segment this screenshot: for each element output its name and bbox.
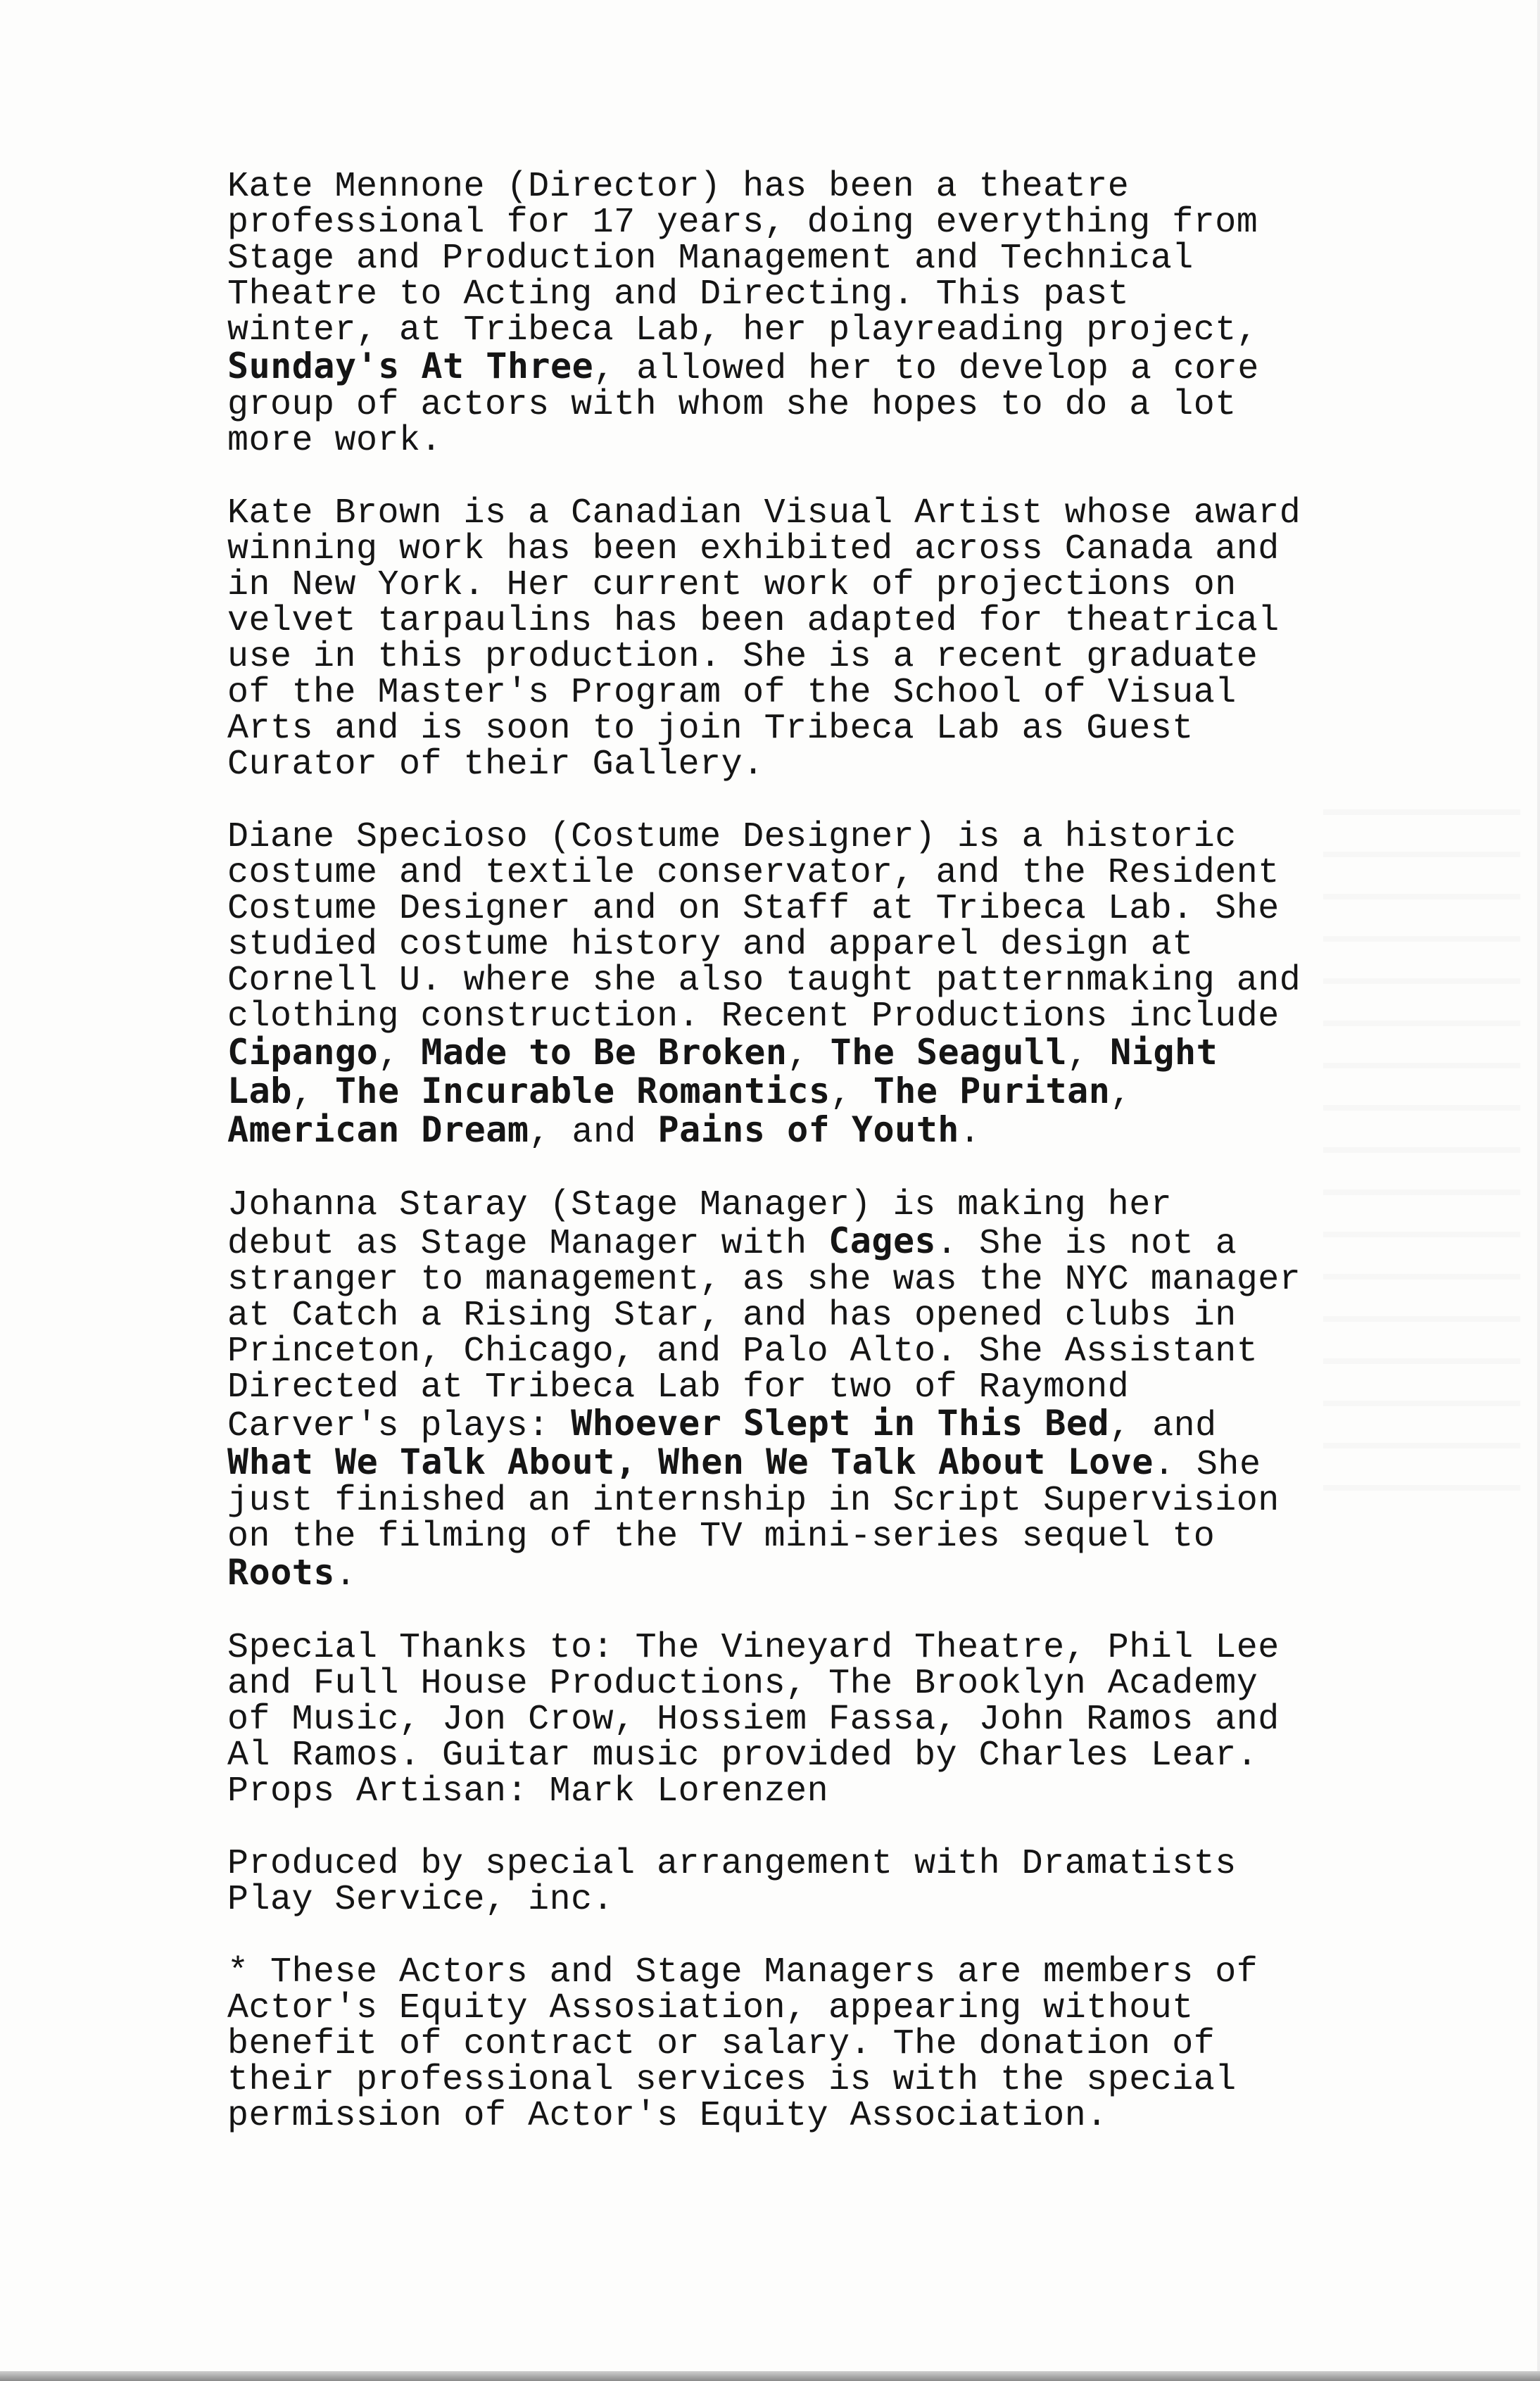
bold-title: What We Talk About, When We Talk About Love bbox=[227, 1441, 1154, 1482]
text-run: , and bbox=[529, 1113, 658, 1153]
text-run: Special Thanks to: The Vineyard Theatre, Phil Lee and Full House Productions, The Brooklyn Academy of Music, Jon Crow, Hossiem Fassa, John Ramos and Al Ramos. Guitar music provided by Charles Lear. Props Artisan: Mark Lorenzen bbox=[227, 1628, 1280, 1812]
text-run: , bbox=[378, 1035, 422, 1075]
bio-kate-mennone bbox=[227, 169, 1353, 459]
bold-title: The Seagull bbox=[830, 1032, 1068, 1073]
text-run: Johanna Staray (Stage Manager) is making her debut as Stage Manager with bbox=[227, 1185, 1173, 1264]
bold-title: Roots bbox=[227, 1552, 336, 1593]
text-run: . She just finished an internship in Script Supervision on the filming of the TV mini-series sequel to bbox=[227, 1445, 1280, 1557]
bold-title: Cages bbox=[828, 1220, 937, 1261]
bold-title: The Puritan bbox=[873, 1070, 1111, 1111]
page-right-edge bbox=[1537, 0, 1540, 2381]
text-run: , allowed her to develop a core group of actors with whom she hopes to do a lot more work. bbox=[227, 349, 1259, 461]
production-credit bbox=[227, 1846, 1353, 1918]
text-run: , bbox=[1067, 1035, 1111, 1075]
bio-kate-brown bbox=[227, 495, 1353, 783]
bold-title: Night Lab bbox=[227, 1032, 1218, 1111]
special-thanks bbox=[227, 1630, 1353, 1810]
text-run: * These Actors and Stage Managers are members of Actor's Equity Assosiation, appearing without benefit of contract or salary. The donation of their professional services is with the special permission of Actor's Equity Association. bbox=[227, 1952, 1258, 2136]
text-run: Kate Mennone (Director) has been a theatre professional for 17 years, doing everything from Stage and Production Management and Technical Theatre to Acting and Directing. This past winter, at Tribeca Lab, her playreading project, bbox=[227, 167, 1258, 350]
bold-title: Whoever Slept in This Bed bbox=[571, 1403, 1110, 1444]
page-bottom-edge bbox=[0, 2371, 1540, 2381]
text-run: , bbox=[830, 1074, 873, 1114]
text-run: , and bbox=[1109, 1406, 1217, 1446]
text-run: Produced by special arrangement with Dramatists Play Service, inc. bbox=[227, 1844, 1237, 1920]
bold-title: Sunday's At Three bbox=[227, 346, 594, 386]
text-run: . She is not a stranger to management, as she was the NYC manager at Catch a Rising Star, and has opened clubs in Princeton, Chicago, and Palo Alto. She Assistant Directed at Tribeca Lab for two of Raymond Carver's plays: bbox=[227, 1224, 1301, 1446]
text-run: Diane Specioso (Costume Designer) is a historic costume and textile conservator, and the Resident Costume Designer and on Staff at Tribeca Lab. She studied costume history and apparel design at Cornell U. where she also taught patternmaking and clothing construction. Recent Productions include bbox=[227, 817, 1301, 1037]
bold-title: Cipango bbox=[227, 1032, 379, 1073]
text-run: , bbox=[787, 1035, 831, 1075]
text-run: , bbox=[1110, 1074, 1132, 1114]
text-run: , bbox=[291, 1074, 335, 1114]
bio-johanna-staray bbox=[227, 1185, 1353, 1596]
bold-title: The Incurable Romantics bbox=[334, 1070, 831, 1111]
equity-note bbox=[227, 1954, 1353, 2134]
bold-title: Pains of Youth bbox=[657, 1109, 959, 1150]
bio-diane-specioso bbox=[227, 819, 1353, 1151]
program-notes bbox=[227, 169, 1353, 2171]
bold-title: Made to Be Broken bbox=[421, 1032, 788, 1073]
text-run: . bbox=[335, 1555, 357, 1596]
bold-title: American Dream bbox=[227, 1109, 529, 1150]
text-run: . bbox=[959, 1113, 981, 1153]
text-run: Kate Brown is a Canadian Visual Artist whose award winning work has been exhibited across Canada and in New York. Her current work of projections on velvet tarpaulins has been adapted for theatrical use in this production. She is a recent graduate of the Master's Program of the School of Visual Arts and is soon to join Tribeca Lab as Guest Curator of their Gallery. bbox=[227, 493, 1301, 785]
